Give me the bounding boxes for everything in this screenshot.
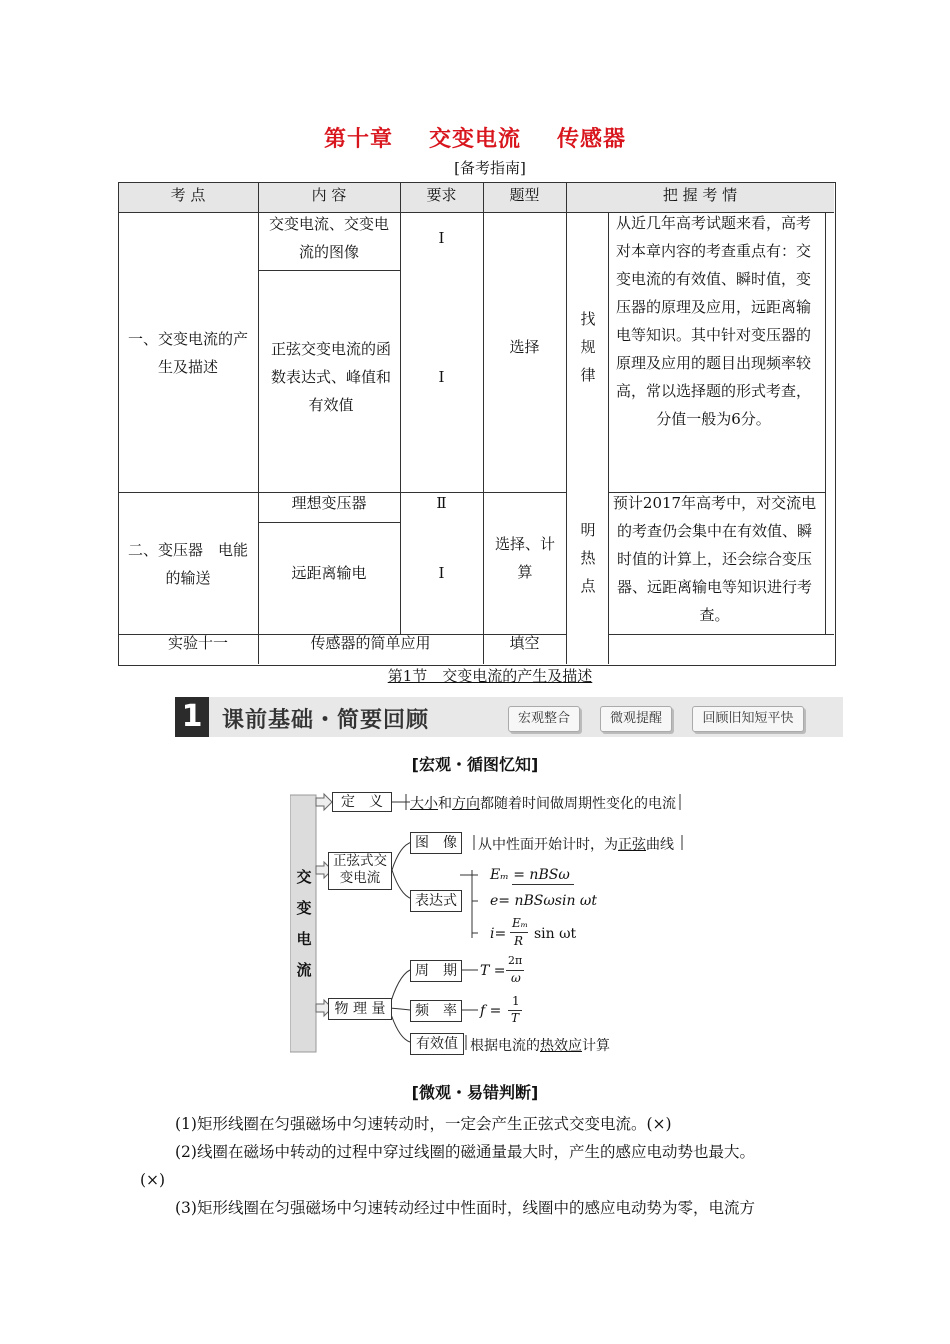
- type-2: 选择、计算: [494, 535, 555, 581]
- content-2-2: 远距离输电: [291, 564, 367, 582]
- eq-3-num: Eₘ: [512, 916, 529, 930]
- freq-den: T: [511, 1011, 520, 1025]
- eq-3-lhs: i=: [490, 926, 507, 942]
- graph-box: 图 像: [410, 832, 462, 854]
- graph-text-a: 从中性面开始计时，为: [478, 837, 618, 853]
- banner-number: 1: [175, 697, 209, 737]
- eq-2: e= nBSωsin ωt: [490, 893, 597, 909]
- expr-box: 表达式: [410, 890, 462, 912]
- side-label-2: 明热点: [580, 521, 596, 595]
- chapter-title-2: 传感器: [557, 127, 627, 152]
- header-analysis: 把 握 考 情: [662, 186, 738, 204]
- content-3: 传感器的简单应用: [310, 634, 431, 652]
- def-box: 定 义: [332, 792, 392, 812]
- graph-text-b: 正弦: [618, 837, 646, 853]
- level-2-2: Ⅰ: [438, 564, 445, 582]
- eff-text-c: 计算: [582, 1038, 610, 1054]
- chapter-title: [0, 122, 950, 153]
- def-text-c: 方向: [452, 796, 480, 812]
- period-box: 周 期: [410, 960, 462, 982]
- graph-text-c: 曲线: [646, 837, 674, 853]
- eq-1: Eₘ = nBSω: [490, 867, 570, 883]
- header-level: 要求: [426, 186, 457, 204]
- judgement-3: (3)矩形线圈在匀强磁场中匀速转动经过中性面时，线圈中的感应电动势为零，电流方: [175, 1199, 755, 1217]
- root-label: 交变电流: [296, 868, 312, 979]
- eff-text-a: 根据电流的: [470, 1038, 540, 1054]
- banner-title: 课前基础・简要回顾: [222, 708, 430, 733]
- level-1-1: Ⅰ: [438, 229, 445, 247]
- content-2-1: 理想变压器: [291, 494, 367, 512]
- guide-title: [备考指南]: [454, 159, 526, 177]
- macro-title: [宏观・循图忆知]: [411, 755, 539, 774]
- content-1-2: 正弦交变电流的函数表达式、峰值和有效值: [270, 340, 391, 414]
- topic-3: 实验十一: [167, 634, 228, 652]
- level-2-1: Ⅱ: [436, 494, 447, 512]
- judgement-2: (2)线圈在磁场中转动的过程中穿过线圈的磁通量最大时，产生的感应电动势也最大。: [175, 1143, 755, 1161]
- def-text-d: 都随着时间做周期性变化的电流: [480, 796, 676, 812]
- topic-2: 二、变压器 电能的输送: [127, 540, 248, 587]
- freq-box: 频 率: [410, 1000, 462, 1022]
- header-topic: 考 点: [170, 186, 206, 204]
- def-text-b: 和: [438, 796, 452, 812]
- content-1-1: 交变电流、交变电流的图像: [268, 215, 389, 261]
- analysis-2: 预计2017年高考中，对交流电的考查仍会集中在有效值、瞬时值的计算上，还会综合变压器、远距离输电等知识进行考查。: [612, 494, 817, 624]
- phys-box: 物 理 量: [328, 998, 392, 1020]
- eq-3-den: R: [514, 934, 524, 948]
- lesson-title: 第1节 交变电流的产生及描述: [387, 667, 593, 685]
- level-1-2: Ⅰ: [438, 368, 445, 386]
- judgement-2-mark: (×): [140, 1171, 166, 1189]
- eq-3-rhs: sin ωt: [534, 926, 577, 942]
- period-num: 2π: [508, 954, 523, 967]
- type-3: 填空: [509, 634, 540, 652]
- side-label-1: 找规律: [580, 310, 596, 384]
- header-content: 内 容: [311, 186, 347, 204]
- eff-text-b: 热效应: [540, 1038, 582, 1054]
- graph-text: [478, 834, 674, 854]
- period-den: ω: [511, 971, 521, 985]
- def-text-a: 大小: [410, 796, 438, 812]
- chapter-title-1: 交变电流: [428, 127, 521, 152]
- topic-1: 一、交变电流的产生及描述: [127, 329, 248, 376]
- review-button[interactable]: 回顾旧知短平快: [692, 706, 804, 732]
- chapter-label: 第十章: [323, 127, 393, 152]
- micro-title: [微观・易错判断]: [411, 1083, 539, 1102]
- micro-button[interactable]: 微观提醒: [600, 706, 672, 732]
- concept-diagram: [290, 790, 700, 1060]
- type-1: 选择: [509, 338, 540, 356]
- macro-button[interactable]: 宏观整合: [508, 706, 580, 732]
- period-lhs: T =: [480, 963, 506, 979]
- analysis-1: 从近几年高考试题来看，高考对本章内容的考查重点有：交变电流的有效值、瞬时值，变压器的原理及应用，远距离输电等知识。其中针对变压器的原理及应用的题目出现频率较高，常以选择题的形式考查，分值一般为6分。: [615, 214, 811, 428]
- eff-box: 有效值: [410, 1033, 464, 1055]
- eff-text: [470, 1035, 610, 1055]
- def-text: [410, 793, 676, 813]
- freq-lhs: f =: [480, 1003, 502, 1019]
- header-type: 题型: [509, 186, 540, 204]
- freq-num: 1: [512, 994, 520, 1008]
- sine-box: 正弦式交变电流: [328, 852, 392, 890]
- judgement-1: (1)矩形线圈在匀强磁场中匀速转动时，一定会产生正弦式交变电流。(×): [175, 1115, 672, 1133]
